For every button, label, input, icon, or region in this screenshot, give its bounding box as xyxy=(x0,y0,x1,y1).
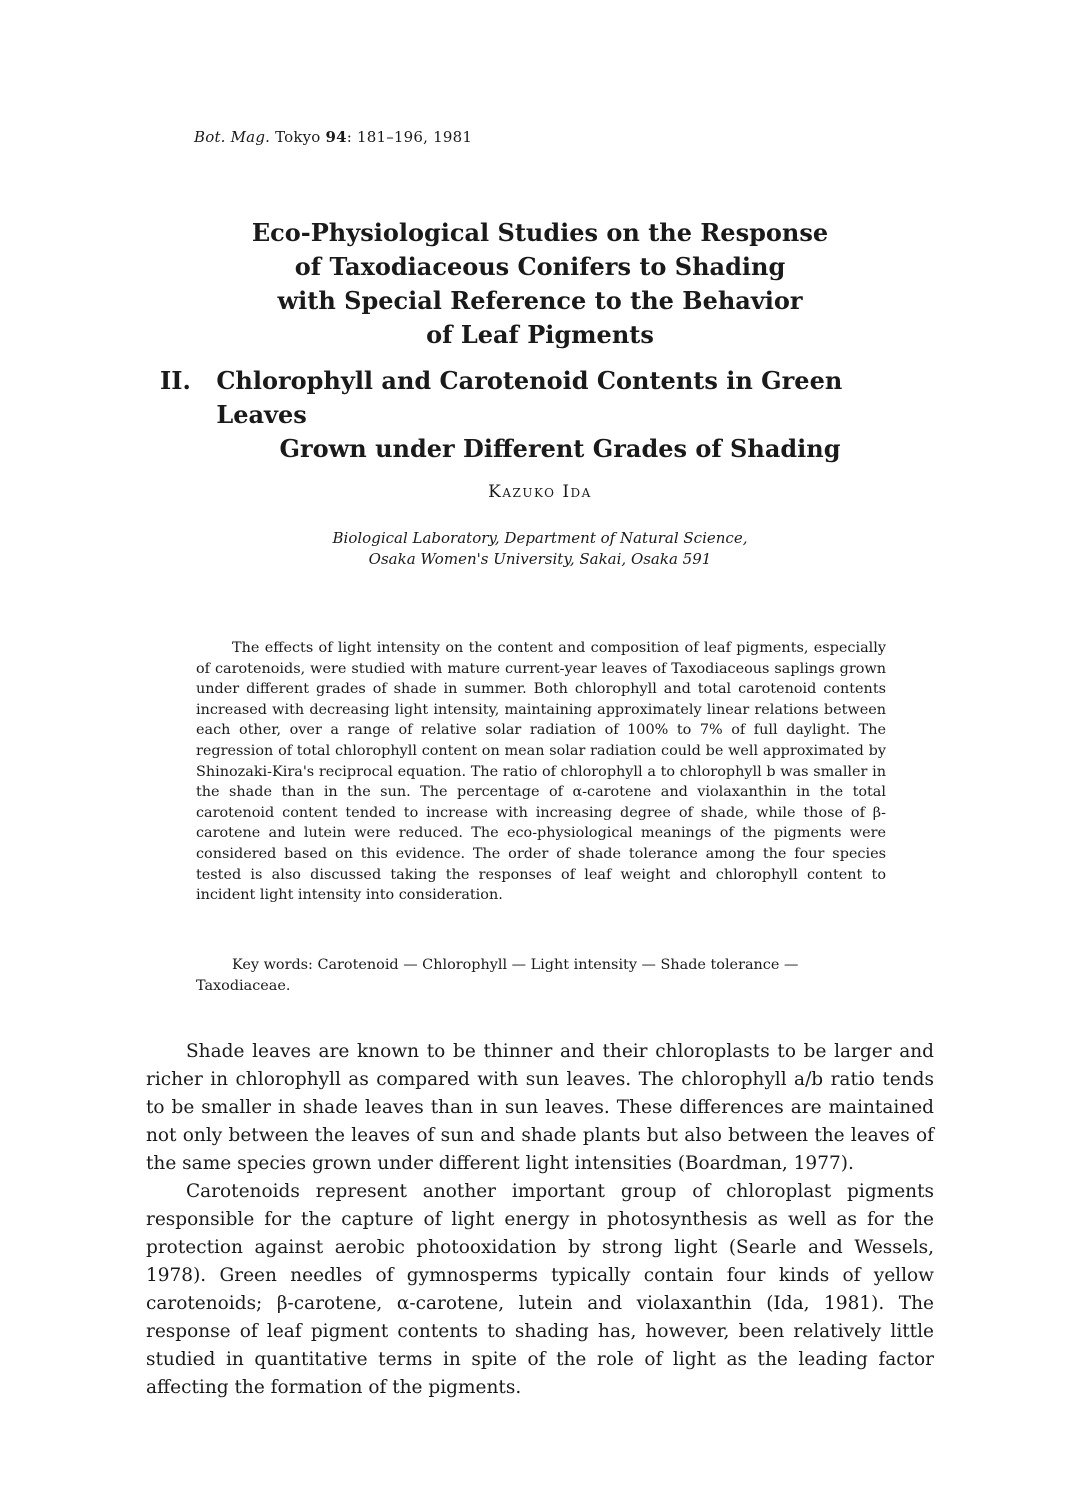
title-line: Eco-Physiological Studies on the Response xyxy=(251,218,829,247)
journal-citation xyxy=(194,128,472,146)
body-paragraph: Shade leaves are known to be thinner and their chloroplasts to be larger and richer in chlorophyll as compared with sun leaves. The chlorophyll a/b ratio tends to be smaller in shade leaves than in sun leaves. These differences are maintained not only between the leaves of sun and shade plants but also between the leaves of the same species grown under different light intensities (Boardman, 1977). xyxy=(146,1041,934,1174)
journal-pages-year: : 181–196, 1981 xyxy=(346,128,473,146)
paper-title xyxy=(160,216,920,352)
abstract: The effects of light intensity on the content and composition of leaf pigments, especially of carotenoids, were studied with mature current-year leaves of Taxodiaceous saplings grown under different grades of shade in summer. Both chlorophyll and total carotenoid contents increased with decreasing light intensity, maintaining approximately linear relations between each other, over a range of relative solar radiation of 100% to 7% of full daylight. The regression of total chlorophyll content on mean solar radiation could be well approximated by Shinozaki-Kira's reciprocal equation. The ratio of chlorophyll a to chlorophyll b was smaller in the shade than in the sun. The percentage of α-carotene and violaxanthin in the total carotenoid content tended to increase with increasing degree of shade, while those of β-carotene and lutein were reduced. The eco-physiological meanings of the pigments were considered based on this evidence. The order of shade tolerance among the four species tested is also discussed taking the responses of leaf weight and chlorophyll content to incident light intensity into consideration. xyxy=(196,640,886,904)
author-affiliation xyxy=(0,528,1080,570)
journal-volume: 94 xyxy=(325,128,347,146)
author-name: Kazuko Ida xyxy=(488,482,592,502)
journal-name: Bot. Mag. xyxy=(194,128,271,146)
part-number: II. xyxy=(160,366,191,395)
body-text xyxy=(146,1038,934,1402)
journal-city: Tokyo xyxy=(275,128,321,146)
title-line: of Taxodiaceous Conifers to Shading xyxy=(294,252,786,281)
affiliation-line: Osaka Women's University, Sakai, Osaka 591 xyxy=(368,550,712,568)
subtitle-line: Grown under Different Grades of Shading xyxy=(279,434,841,463)
affiliation-line: Biological Laboratory, Department of Natural Science, xyxy=(332,529,748,547)
title-line: with Special Reference to the Behavior xyxy=(277,286,803,315)
subtitle-line: Chlorophyll and Carotenoid Contents in Green Leaves xyxy=(216,366,843,429)
body-paragraph: Carotenoids represent another important group of chloroplast pigments responsible for the capture of light energy in photosynthesis as well as for the protection against aerobic photooxidation by strong light (Searle and Wessels, 1978). Green needles of gymnosperms typically contain four kinds of yellow carotenoids; β-carotene, α-carotene, lutein and violaxanthin (Ida, 1981). The response of leaf pigment contents to shading has, however, been relatively little studied in quantitative terms in spite of the role of light as the leading factor affecting the formation of the pigments. xyxy=(146,1181,934,1398)
keywords: Key words: Carotenoid — Chlorophyll — Light intensity — Shade tolerance — Taxodiaceae. xyxy=(196,957,799,994)
title-line: of Leaf Pigments xyxy=(426,320,654,349)
paper-subtitle xyxy=(160,364,920,466)
